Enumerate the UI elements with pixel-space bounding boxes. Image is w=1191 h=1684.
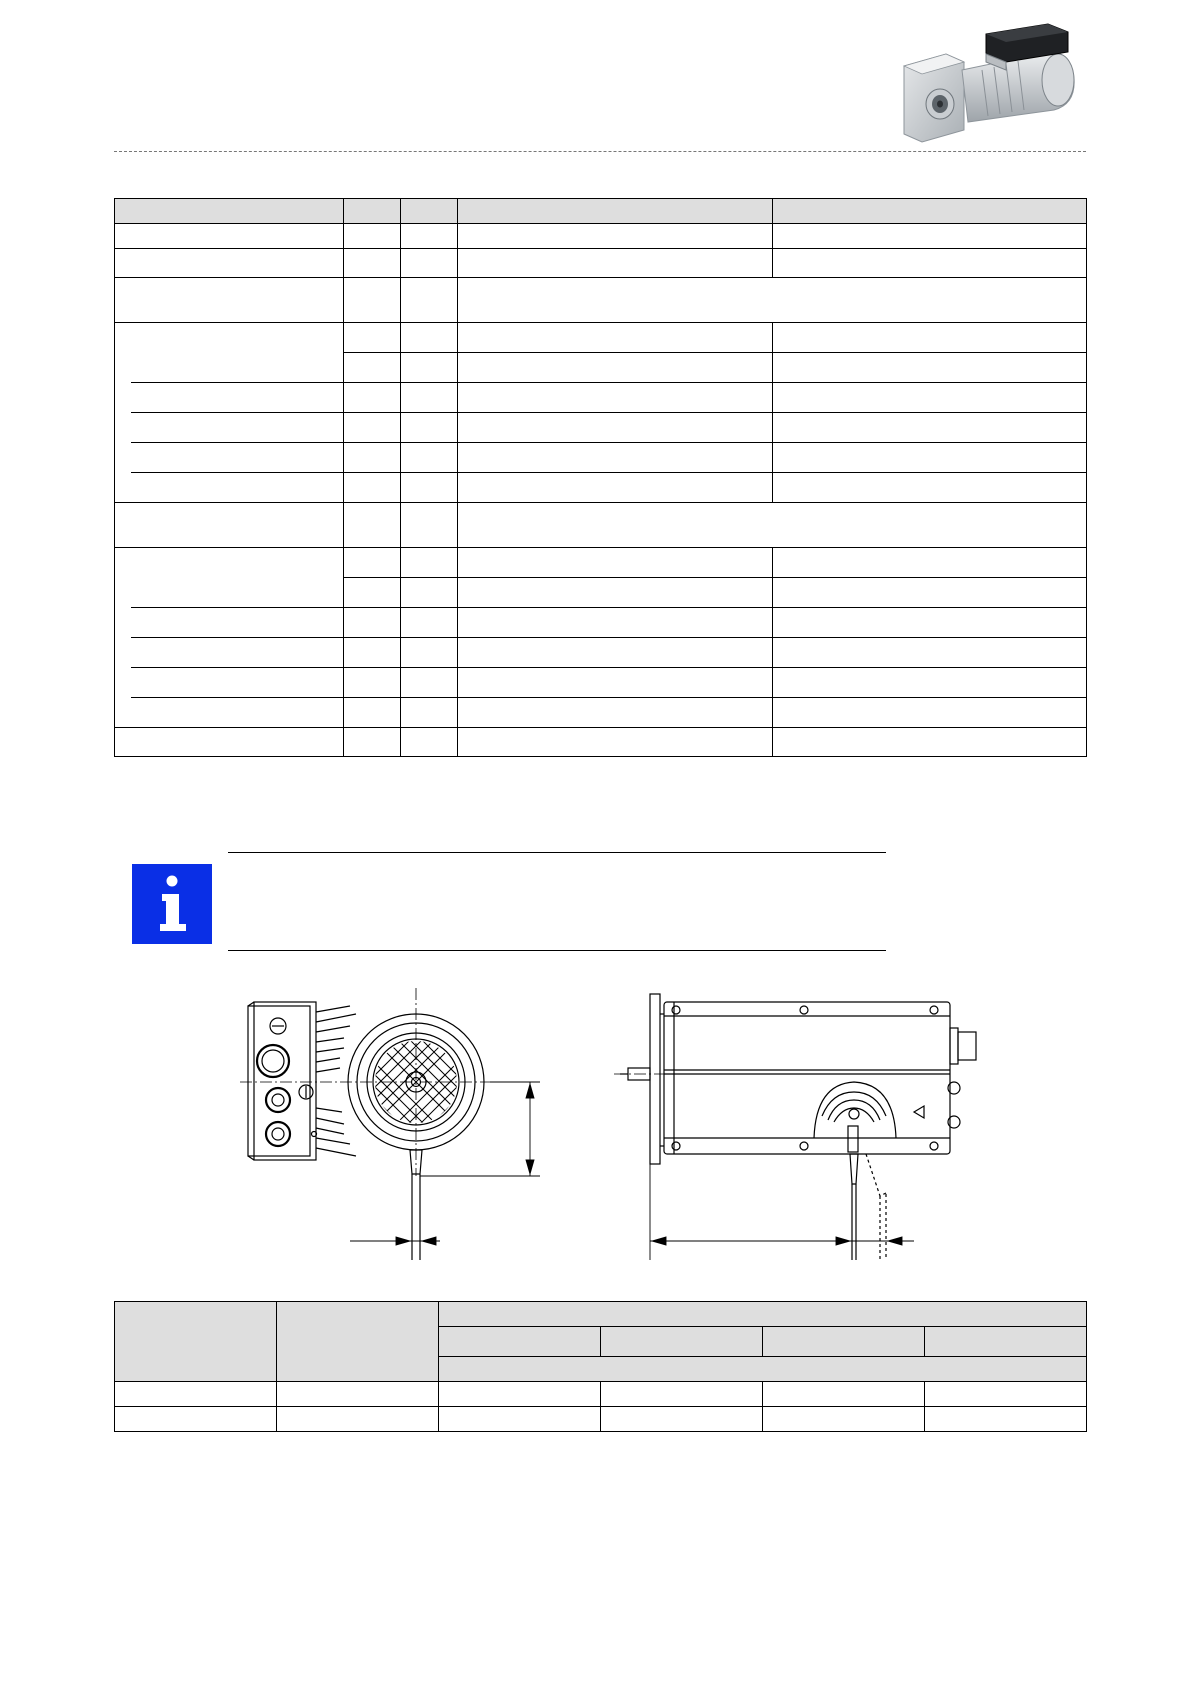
table-row-indented: [115, 638, 1087, 668]
table-cell: [458, 383, 773, 413]
table-cell: [401, 443, 458, 473]
table-cell: [458, 278, 1087, 323]
table-cell: [115, 413, 344, 443]
motor-side-view-drawing: [614, 988, 994, 1260]
table-cell: [439, 1407, 601, 1432]
table-row-indented: [115, 443, 1087, 473]
table-cell: [344, 224, 401, 249]
table-row: [115, 323, 1087, 353]
table-cell: [344, 353, 401, 383]
table-row: [115, 1407, 1087, 1432]
table-cell: [401, 278, 458, 323]
table-cell: [925, 1382, 1087, 1407]
table-row-indented: [115, 698, 1087, 728]
table-row-indented: [115, 413, 1087, 443]
spec-table-header-row: [115, 199, 1087, 224]
table-cell: [115, 473, 344, 503]
table-cell: [773, 443, 1087, 473]
header-divider: [114, 151, 1086, 152]
table-row-merged: [115, 503, 1087, 548]
table-cell: [458, 698, 773, 728]
table-cell: [458, 578, 773, 608]
header-cell: [277, 1302, 439, 1382]
table-row-indented: [115, 668, 1087, 698]
table-cell: [344, 383, 401, 413]
table-cell: [458, 503, 1087, 548]
dimension-table: [114, 1301, 1087, 1432]
table-cell: [115, 638, 344, 668]
table-cell: [401, 473, 458, 503]
table-row: [115, 249, 1087, 278]
table-cell: [115, 503, 344, 548]
table-cell: [773, 353, 1087, 383]
table-cell: [458, 473, 773, 503]
table-cell: [763, 1382, 925, 1407]
table-cell: [773, 473, 1087, 503]
table-cell: [773, 249, 1087, 278]
table-cell: [458, 249, 773, 278]
table-cell: [115, 548, 344, 578]
table-row-indented: [115, 353, 1087, 383]
table-cell: [458, 413, 773, 443]
table-row: [115, 728, 1087, 757]
table-cell: [773, 608, 1087, 638]
table-cell: [115, 1382, 277, 1407]
table-cell: [458, 728, 773, 757]
table-cell: [115, 249, 344, 278]
table-cell: [344, 473, 401, 503]
table-cell: [458, 638, 773, 668]
table-cell: [773, 728, 1087, 757]
table-cell: [401, 728, 458, 757]
table-cell: [773, 638, 1087, 668]
header-cell: [601, 1327, 763, 1357]
header-cell: [458, 199, 773, 224]
table-row: [115, 224, 1087, 249]
table-cell: [115, 353, 344, 383]
table-cell: [344, 249, 401, 278]
table-cell: [115, 1407, 277, 1432]
table-row-merged: [115, 278, 1087, 323]
table-cell: [401, 224, 458, 249]
table-cell: [401, 638, 458, 668]
table-cell: [458, 353, 773, 383]
info-icon: [132, 864, 212, 944]
table-cell: [115, 278, 344, 323]
table-cell: [439, 1382, 601, 1407]
table-cell: [401, 323, 458, 353]
table-cell: [773, 578, 1087, 608]
table-cell: [458, 608, 773, 638]
table-cell: [401, 578, 458, 608]
table-cell: [401, 548, 458, 578]
header-cell: [344, 199, 401, 224]
table-row: [115, 1382, 1087, 1407]
table-cell: [344, 638, 401, 668]
table-cell: [277, 1407, 439, 1432]
table-cell: [458, 548, 773, 578]
header-cell: [439, 1357, 1087, 1382]
table-cell: [344, 698, 401, 728]
table-cell: [773, 323, 1087, 353]
table-cell: [601, 1382, 763, 1407]
table-row-indented: [115, 578, 1087, 608]
table-cell: [277, 1382, 439, 1407]
table-cell: [401, 608, 458, 638]
table-cell: [601, 1407, 763, 1432]
table-cell: [115, 383, 344, 413]
note-bottom-rule: [228, 950, 886, 951]
table-cell: [773, 668, 1087, 698]
table-cell: [401, 413, 458, 443]
table-cell: [773, 548, 1087, 578]
table-cell: [401, 503, 458, 548]
header-cell: [439, 1302, 1087, 1327]
spec-table: [114, 198, 1087, 757]
table-row: [115, 548, 1087, 578]
table-cell: [344, 503, 401, 548]
header-cell: [401, 199, 458, 224]
header-cell: [763, 1327, 925, 1357]
header-cell: [773, 199, 1087, 224]
table-row-indented: [115, 383, 1087, 413]
table-cell: [115, 443, 344, 473]
table-cell: [115, 608, 344, 638]
table-cell: [344, 413, 401, 443]
table-cell: [115, 668, 344, 698]
table-row-indented: [115, 608, 1087, 638]
table-cell: [344, 278, 401, 323]
table-cell: [344, 548, 401, 578]
table-cell: [344, 608, 401, 638]
table-cell: [401, 698, 458, 728]
table-cell: [344, 728, 401, 757]
product-photo: [898, 18, 1086, 144]
table-cell: [344, 578, 401, 608]
table-cell: [763, 1407, 925, 1432]
table-cell: [401, 668, 458, 698]
header-cell: [115, 199, 344, 224]
note-top-rule: [228, 852, 886, 853]
table-cell: [115, 224, 344, 249]
table-row-indented: [115, 473, 1087, 503]
table-cell: [773, 224, 1087, 249]
table-cell: [458, 224, 773, 249]
table-cell: [401, 249, 458, 278]
table-cell: [401, 353, 458, 383]
table-cell: [115, 323, 344, 353]
table-cell: [773, 413, 1087, 443]
table-cell: [115, 728, 344, 757]
table-cell: [344, 668, 401, 698]
table-cell: [773, 698, 1087, 728]
motor-front-view-drawing: [240, 988, 580, 1260]
table-cell: [458, 323, 773, 353]
table-cell: [458, 443, 773, 473]
table-cell: [115, 698, 344, 728]
header-cell: [439, 1327, 601, 1357]
table-cell: [925, 1407, 1087, 1432]
table-cell: [458, 668, 773, 698]
table-cell: [344, 443, 401, 473]
header-cell: [115, 1302, 277, 1382]
table-cell: [115, 578, 344, 608]
table-cell: [401, 383, 458, 413]
header-cell: [925, 1327, 1087, 1357]
table-cell: [344, 323, 401, 353]
table-cell: [773, 383, 1087, 413]
